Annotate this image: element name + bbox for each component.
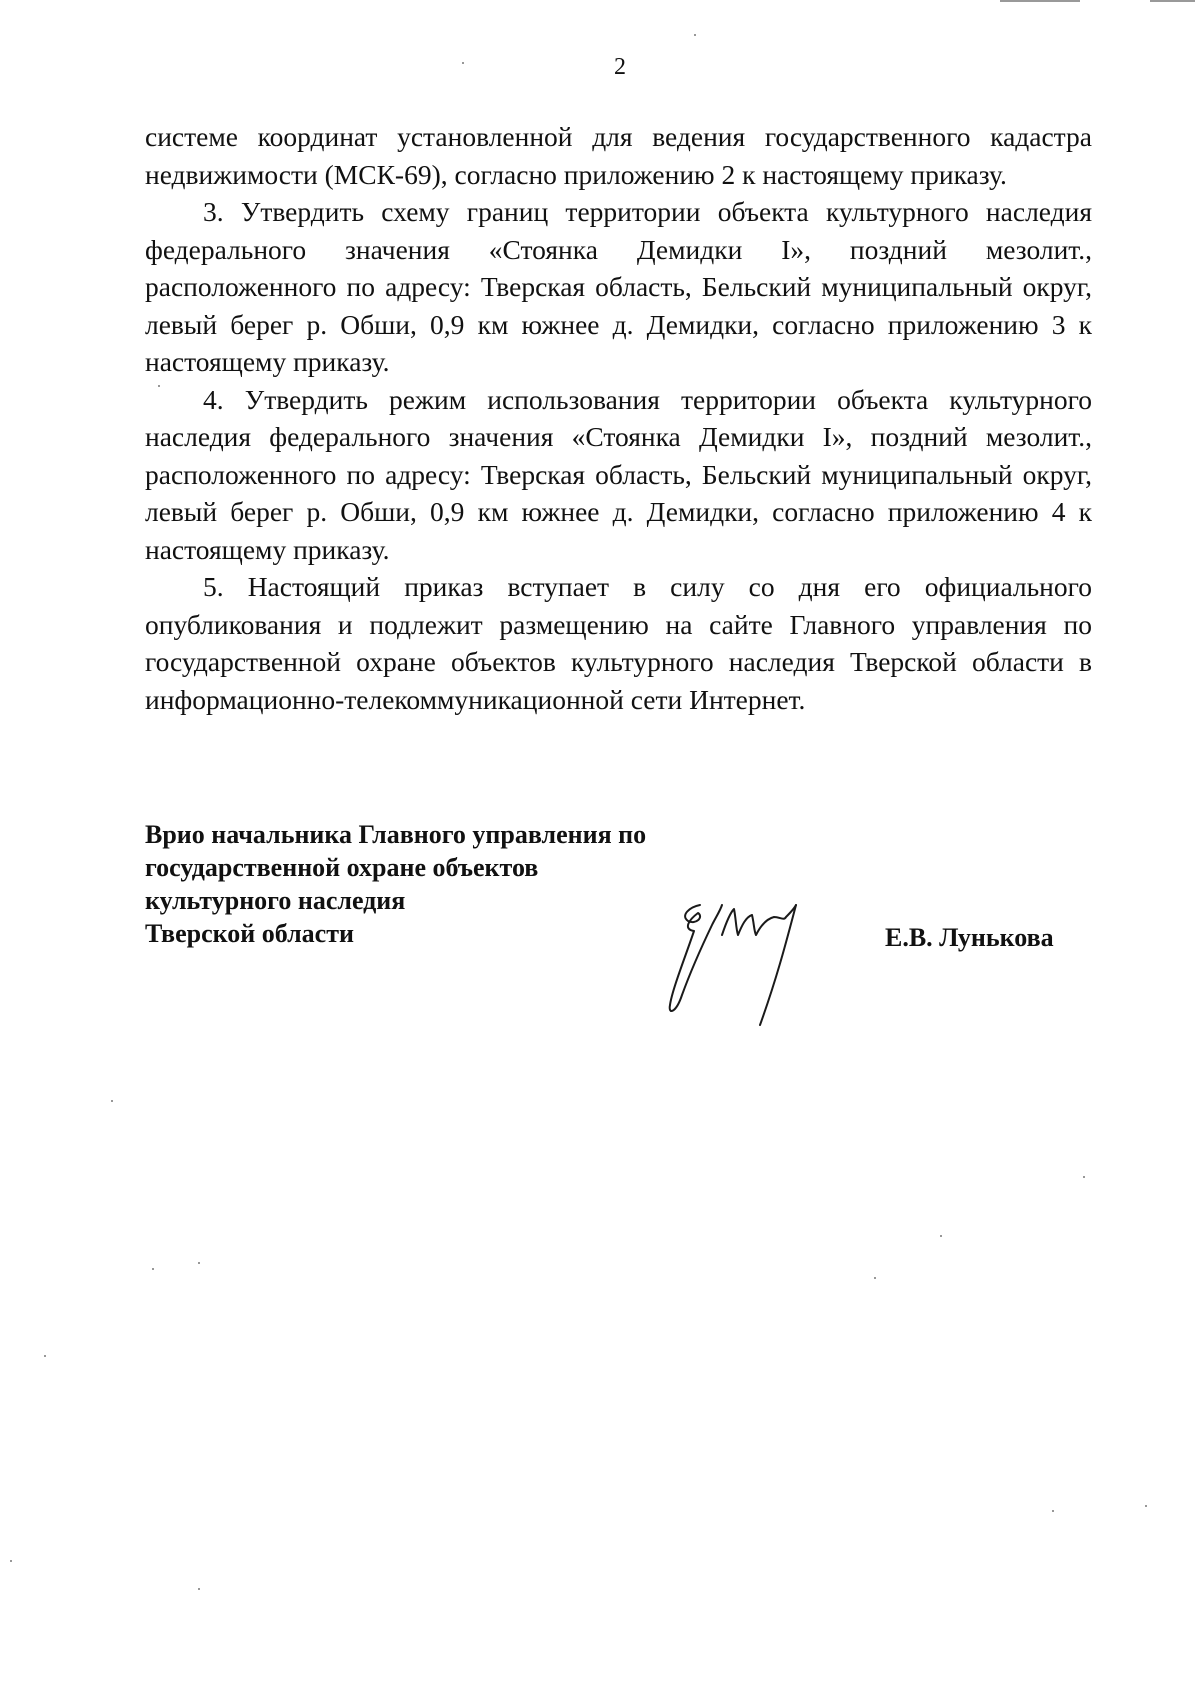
signatory-title-line: Врио начальника Главного управления по [145,820,647,849]
scan-speck [694,34,696,36]
signer-name: Е.В. Лунькова [885,923,1054,952]
scan-speck [152,1268,154,1270]
paragraph-continuation: системе координат установленной для ведения государственного кадастра недвижимости (МСК-69), согласно приложению 2 к настоящему приказу. [145,121,1092,190]
scan-speck [462,62,464,64]
scan-edge-mark [1000,0,1080,2]
order-body [145,118,1092,718]
scan-edge-mark [1150,0,1195,2]
signatory-title-line: Тверской области [145,919,354,948]
scan-speck [940,1235,942,1237]
signatory-title-line: культурного наследия [145,886,406,915]
scan-speck [111,1100,113,1102]
scan-speck [1052,1510,1054,1512]
scan-speck [1083,1176,1085,1178]
signatory-title-line: государственной охране объектов [145,853,539,882]
page-number: 2 [614,54,626,80]
handwritten-signature [660,895,840,1035]
scan-speck [1145,1505,1147,1507]
scan-speck [198,1588,200,1590]
scan-speck [10,1560,12,1562]
scan-speck [44,1355,46,1357]
scan-speck [158,385,160,387]
paragraph-item-5: 5. Настоящий приказ вступает в силу со дня его официального опубликования и подлежит размещению на сайте Главного управления по государственной охране объектов культурного наследия Тверской области в информационно-телекоммуникационной сети Интернет. [145,571,1092,715]
scan-speck [198,1262,200,1264]
paragraph-item-4: 4. Утвердить режим использования территории объекта культурного наследия федерального значения «Стоянка Демидки I», поздний мезолит., расположенного по адресу: Тверская область, Бельский муниципальный округ, левый берег р. Обши, 0,9 км южнее д. Демидки, согласно приложению 4 к настоящему приказу. [145,383,1092,565]
paragraph-item-3: 3. Утвердить схему границ территории объекта культурного наследия федерального значения «Стоянка Демидки I», поздний мезолит., расположенного по адресу: Тверская область, Бельский муниципальный округ, левый берег р. Обши, 0,9 км южнее д. Демидки, согласно приложению 3 к настоящему приказу. [145,196,1092,377]
signatory-title [145,818,745,950]
scan-speck [874,1277,876,1279]
